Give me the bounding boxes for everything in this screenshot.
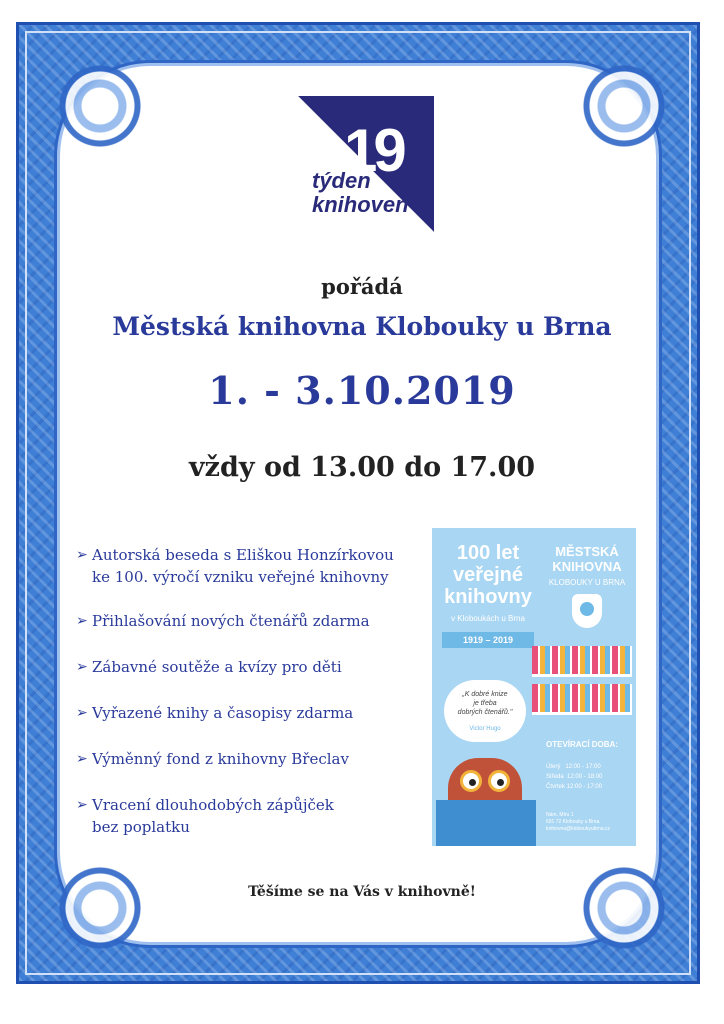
event-label: Autorská beseda s Eliškou Honzírkovou ke 100. výročí vzniku veřejné knihovny: [92, 546, 394, 586]
poster-library-title: MĚSTSKÁ KNIHOVNA: [552, 544, 622, 574]
poster-headline: 100 let veřejné knihovny: [444, 542, 532, 608]
list-item: [76, 610, 426, 632]
event-label: Přihlašování nových čtenářů zdarma: [92, 612, 370, 630]
list-item: [76, 544, 426, 588]
owl-eye-icon: [488, 770, 510, 792]
arrow-bullet-icon: ➢: [76, 751, 88, 767]
closing-line: Těšíme se na Vás v knihovně!: [248, 884, 476, 900]
event-dates: 1. - 3.10.2019: [208, 368, 516, 413]
event-label: Vracení dlouhodobých zápůjček bez poplatku: [92, 796, 334, 836]
arrow-bullet-icon: ➢: [76, 705, 88, 721]
event-label: Zábavné soutěže a kvízy pro děti: [92, 658, 342, 676]
poster-address: Nám. Míru 1 691 72 Klobouky u Brna knihovna@kloboukyubrna.cz: [546, 812, 611, 832]
logo-number: 19: [344, 117, 403, 184]
arrow-bullet-icon: ➢: [76, 613, 88, 629]
poster-location: v Kloboukách u Brna: [451, 614, 525, 623]
poster-years: 1919 – 2019: [442, 632, 534, 648]
list-item: [76, 748, 426, 770]
event-label: Výměnný fond z knihovny Břeclav: [92, 750, 349, 768]
tyden-knihoven-logo: [298, 96, 434, 232]
owl-eye-icon: [460, 770, 482, 792]
logo-text-line2: knihoven: [312, 192, 409, 217]
corner-ornament: [564, 46, 684, 166]
corner-ornament: [40, 848, 160, 968]
crest-icon: [572, 594, 602, 628]
event-label: Vyřazené knihy a časopisy zdarma: [92, 704, 354, 722]
event-hours: vždy od 13.00 do 17.00: [188, 452, 536, 483]
library-name: Městská knihovna Klobouky u Brna: [112, 312, 612, 341]
poster-quote: „K dobré knize je třeba dobrých čtenářů.": [457, 691, 513, 716]
organizer-label: pořádá: [321, 274, 403, 299]
bookshelf-icon: [532, 646, 632, 677]
poster-hours-lines: Úterý 12:00 - 17:00 Středa 12:00 - 18:00 Čtvrtek 12:00 - 17:00: [546, 764, 603, 790]
anniversary-poster: [432, 528, 636, 846]
corner-ornament: [40, 46, 160, 166]
poster-quote-author: Victor Hugo: [469, 726, 501, 732]
arrow-bullet-icon: ➢: [76, 659, 88, 675]
poster-library-subtitle: KLOBOUKY U BRNA: [548, 578, 626, 587]
arrow-bullet-icon: ➢: [76, 797, 88, 813]
poster-hours-title: OTEVÍRACÍ DOBA:: [546, 740, 618, 749]
open-book-icon: [436, 800, 536, 846]
arrow-bullet-icon: ➢: [76, 547, 88, 563]
logo-text-line1: týden: [312, 168, 371, 193]
list-item: [76, 702, 426, 724]
bookshelf-icon: [532, 684, 632, 715]
corner-ornament: [564, 848, 684, 968]
list-item: [76, 794, 426, 838]
list-item: [76, 656, 426, 678]
